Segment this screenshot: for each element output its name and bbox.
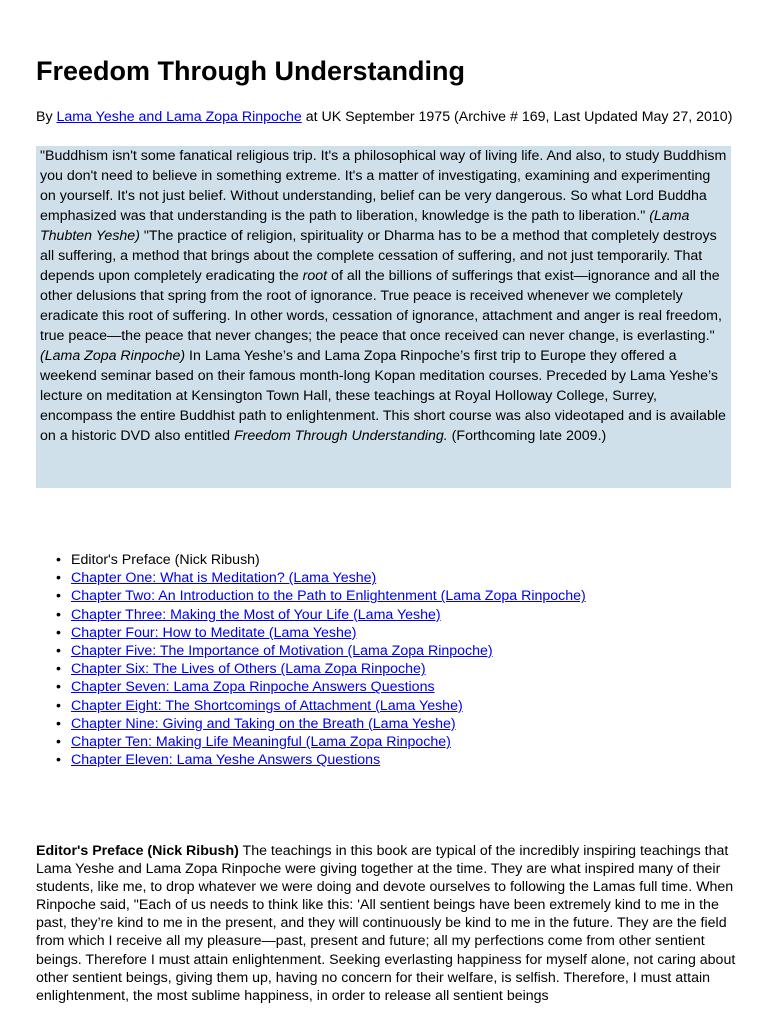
toc-link-chapter-3[interactable]: Chapter Three: Making the Most of Your Life (Lama Yeshe) (71, 606, 441, 623)
toc-preface-label: Editor's Preface (Nick Ribush) (71, 552, 260, 568)
toc-item (56, 660, 586, 678)
toc-item (56, 606, 586, 624)
toc-link-chapter-8[interactable]: Chapter Eight: The Shortcomings of Attachment (Lama Yeshe) (71, 697, 463, 714)
quote-text-1: "Buddhism isn't some fanatical religious trip. It's a philosophical way of living life. And also, to study Buddhism you don't need to believe in something extreme. It's a matter of investigating, examining and experimenting on yourself. It's not just belief. Without understanding, belief can be very dangerous. So what Lord Buddha emphasized was that understanding is the path to liberation, knowledge is the path to liberation." (40, 148, 727, 224)
toc-item (56, 678, 586, 696)
preface-heading: Editor's Preface (Nick Ribush) (36, 843, 239, 859)
toc-link-chapter-1[interactable]: Chapter One: What is Meditation? (Lama Yeshe) (71, 570, 377, 587)
preface-text: The teachings in this book are typical of the incredibly inspiring teachings that Lama Yeshe and Lama Zopa Rinpoche were giving together at the time. They are what inspired many of their students, like me, to drop whatever we were doing and devote ourselves to following the Lamas full time. When Rinpoche said, "Each of us needs to think like this: 'All sentient beings have been extremely kind to me in the past, they’re kind to me in the present, and they will continuously be kind to me in the future. They are the field from which I receive all my pleasure—past, present and future; all my perfections come from other sentient beings. Therefore I must attain enlightenment. Seeking everlasting happiness for myself alone, not caring about other sentient beings, giving them up, having no concern for their welfare, is selfish. Therefore, I must attain enlightenment, the most sublime happiness, in order to release all sentient beings (36, 843, 736, 1004)
quote-text-2: "The practice of religion, spirituality or Dharma has to be a method that completely destroys all suffering, a method that brings about the complete cessation of suffering, and not just temporarily. That depends upon completely eradicating the (40, 228, 717, 284)
quote-citation-zopa: (Lama Zopa Rinpoche) (40, 348, 186, 364)
table-of-contents (56, 551, 586, 769)
toc-item (56, 551, 586, 569)
toc-item (56, 733, 586, 751)
toc-item (56, 587, 586, 605)
toc-link-chapter-10[interactable]: Chapter Ten: Making Life Meaningful (Lama Zopa Rinpoche) (71, 734, 451, 751)
authors-link[interactable]: Lama Yeshe and Lama Zopa Rinpoche (56, 109, 302, 125)
quote-box (36, 146, 731, 488)
quote-text-4: In Lama Yeshe’s and Lama Zopa Rinpoche’s first trip to Europe they offered a weekend seminar based on their famous month-long Kopan meditation courses. Preceded by Lama Yeshe’s lecture on meditation at Kensington Town Hall, these teachings at Royal Holloway College, Surrey, encompass the entire Buddhist path to enlightenment. This short course was also videotaped and is available on a historic DVD also entitled (40, 348, 726, 444)
toc-link-chapter-2[interactable]: Chapter Two: An Introduction to the Path to Enlightenment (Lama Zopa Rinpoche) (71, 588, 586, 605)
toc-link-chapter-11[interactable]: Chapter Eleven: Lama Yeshe Answers Questions (71, 752, 381, 769)
editors-preface (36, 842, 736, 1005)
toc-link-chapter-4[interactable]: Chapter Four: How to Meditate (Lama Yeshe) (71, 624, 357, 641)
quote-text-3: of all the billions of sufferings that exist—ignorance and all the other delusions that spring from the root of ignorance. True peace is received whenever we completely eradicate this root of suffering. In other words, cessation of ignorance, attachment and anger is real freedom, true peace—the peace that never changes; the peace that once received can never change, is everlasting." (40, 268, 722, 344)
toc-item (56, 642, 586, 660)
toc-item (56, 751, 586, 769)
toc-link-chapter-6[interactable]: Chapter Six: The Lives of Others (Lama Zopa Rinpoche) (71, 661, 426, 678)
toc-link-chapter-9[interactable]: Chapter Nine: Giving and Taking on the Breath (Lama Yeshe) (71, 715, 456, 732)
toc-link-chapter-7[interactable]: Chapter Seven: Lama Zopa Rinpoche Answers Questions (71, 679, 435, 696)
toc-link-chapter-5[interactable]: Chapter Five: The Importance of Motivation (Lama Zopa Rinpoche) (71, 643, 493, 660)
quote-citation-yeshe: (Lama Thubten Yeshe) (40, 208, 690, 244)
byline (36, 108, 736, 126)
quote-text-5: (Forthcoming late 2009.) (447, 428, 607, 444)
toc-item (56, 697, 586, 715)
toc-item (56, 569, 586, 587)
toc-item (56, 624, 586, 642)
byline-suffix: at UK September 1975 (Archive # 169, Last Updated May 27, 2010) (301, 109, 733, 125)
byline-prefix: By (36, 109, 57, 125)
quote-emphasis-root: root (302, 268, 328, 284)
toc-item (56, 715, 586, 733)
page-title: Freedom Through Understanding (36, 56, 465, 86)
quote-book-title: Freedom Through Understanding. (234, 428, 448, 444)
